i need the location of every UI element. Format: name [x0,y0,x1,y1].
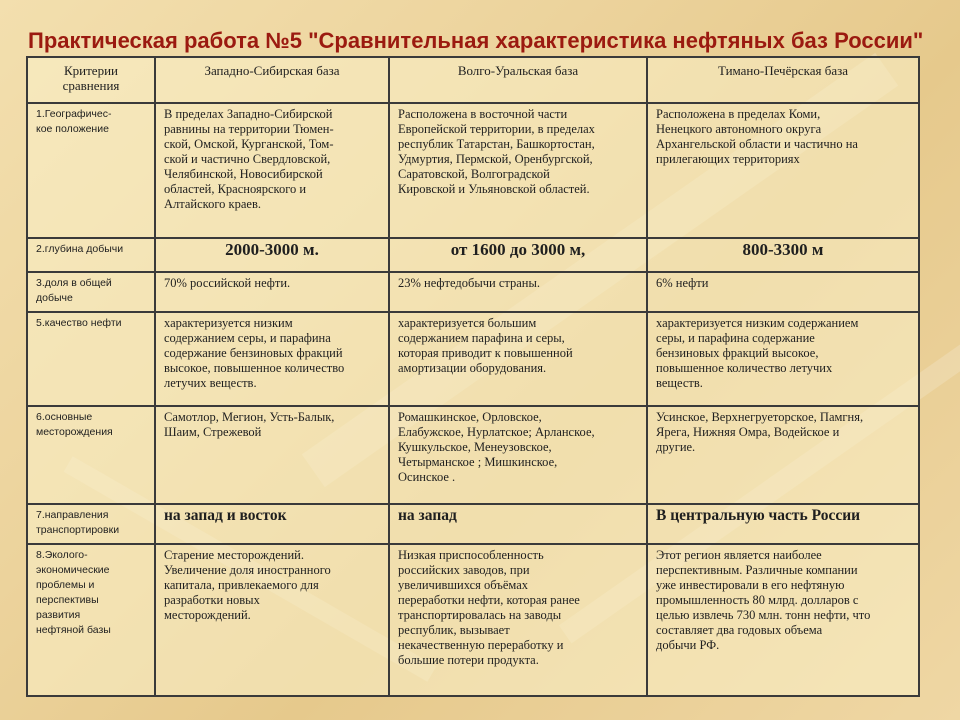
cell-text: Старение месторождений. Увеличение доля иностранного капитала, привлекаемого для разработки новых месторождений. [164,548,331,622]
table-cell [389,406,647,504]
table-cell [647,406,919,504]
table-cell: В центральную часть России [647,504,919,544]
criterion-text: 1.Географичес- кое положение [36,108,112,135]
table-cell: 2000-3000 м. [155,238,389,272]
table-cell: 800-3300 м [647,238,919,272]
table-cell: 6% нефти [647,272,919,312]
cell-text: Расположена в восточной части Европейской территории, в пределах республик Татарстан, Башкортостан, Удмуртия, Пермской, Оренбургской, Саратовской, Волгоградской Кировской и Ульяновской областей. [398,107,595,196]
table-cell: 70% российской нефти. [155,272,389,312]
header-west-siberian: Западно-Сибирская база [155,57,389,103]
table-row [27,544,919,696]
cell-text: Этот регион является наиболее перспективным. Различные компании уже инвестировали в его нефтяную промышленность 80 млрд. долларов с целью извлечь 730 млн. тонн нефти, что составляет два годовых объема добычи РФ. [656,548,871,652]
table-cell [647,103,919,238]
table-cell [389,312,647,406]
criterion-text: 6.основные месторождения [36,411,113,438]
table-row [27,272,919,312]
table-row [27,312,919,406]
header-volga-ural: Волго-Уральская база [389,57,647,103]
criterion-text: 7.направления транспортировки [36,509,120,536]
table-row [27,406,919,504]
row-criterion [27,272,155,312]
cell-text: Расположена в пределах Коми, Ненецкого автономного округа Архангельской области и частично на прилегающих территориях [656,107,858,166]
cell-text: Самотлор, Мегион, Усть-Балык, Шаим, Стрежевой [164,410,335,439]
row-criterion [27,238,155,272]
table-cell [389,544,647,696]
cell-text: Усинское, Верхнегруеторское, Памгня, Ярега, Нижняя Омра, Водейское и другие. [656,410,864,454]
table-cell [155,544,389,696]
header-timan-pechora: Тимано-Печёрская база [647,57,919,103]
table-cell: 23% нефтедобычи страны. [389,272,647,312]
table-row [27,103,919,238]
criterion-text: 5.качество нефти [36,317,122,329]
cell-text: характеризуется низким содержанием серы, и парафина содержание бензиновых фракций высокое, повышенное количество летучих веществ. [656,316,859,390]
cell-text: характеризуется большим содержанием парафина и серы, которая приводит к повышенной амортизации оборудования. [398,316,573,375]
comparison-table [26,56,920,697]
table-cell [389,103,647,238]
table-cell [155,103,389,238]
row-criterion [27,103,155,238]
criterion-text: 3.доля в общей добыче [36,277,112,304]
header-criteria [27,57,155,103]
criterion-text: 8.Эколого- экономические проблемы и перспективы развития нефтяной базы [36,549,111,636]
table-cell: на запад [389,504,647,544]
row-criterion [27,406,155,504]
table-header-row [27,57,919,103]
table-row [27,238,919,272]
table-row [27,504,919,544]
cell-text: Низкая приспособленность российских заводов, при увеличившихся объёмах переработки нефти, которая ранее транспортировалась на заводы республик, вызывает некачественную переработку и большие потери продукта. [398,548,580,667]
header-criteria-text: Критерии сравнения [62,63,120,93]
slide-title: Практическая работа №5 "Сравнительная характеристика нефтяных баз России" [28,28,924,53]
criterion-text: 2.глубина добычи [36,243,124,255]
table-cell [155,406,389,504]
cell-text: Ромашкинское, Орловское, Елабужское, Нурлатское; Арланское, Кушкульское, Менеузовское, Четырманское ; Мишкинское, Осинское . [398,410,595,484]
cell-text: В пределах Западно-Сибирской равнины на территории Тюмен- ской, Омской, Курганской, Том- ской и частично Свердловской, Челябинской, Новосибирской областей, Красноярского и Алтайского краев. [164,107,334,211]
table-cell: от 1600 до 3000 м, [389,238,647,272]
table-cell: на запад и восток [155,504,389,544]
row-criterion [27,312,155,406]
row-criterion [27,544,155,696]
row-criterion [27,504,155,544]
table-cell [647,312,919,406]
table-cell [155,312,389,406]
cell-text: характеризуется низким содержанием серы, и парафина содержание бензиновых фракций высокое, повышенное количество летучих веществ. [164,316,345,390]
table-cell [647,544,919,696]
